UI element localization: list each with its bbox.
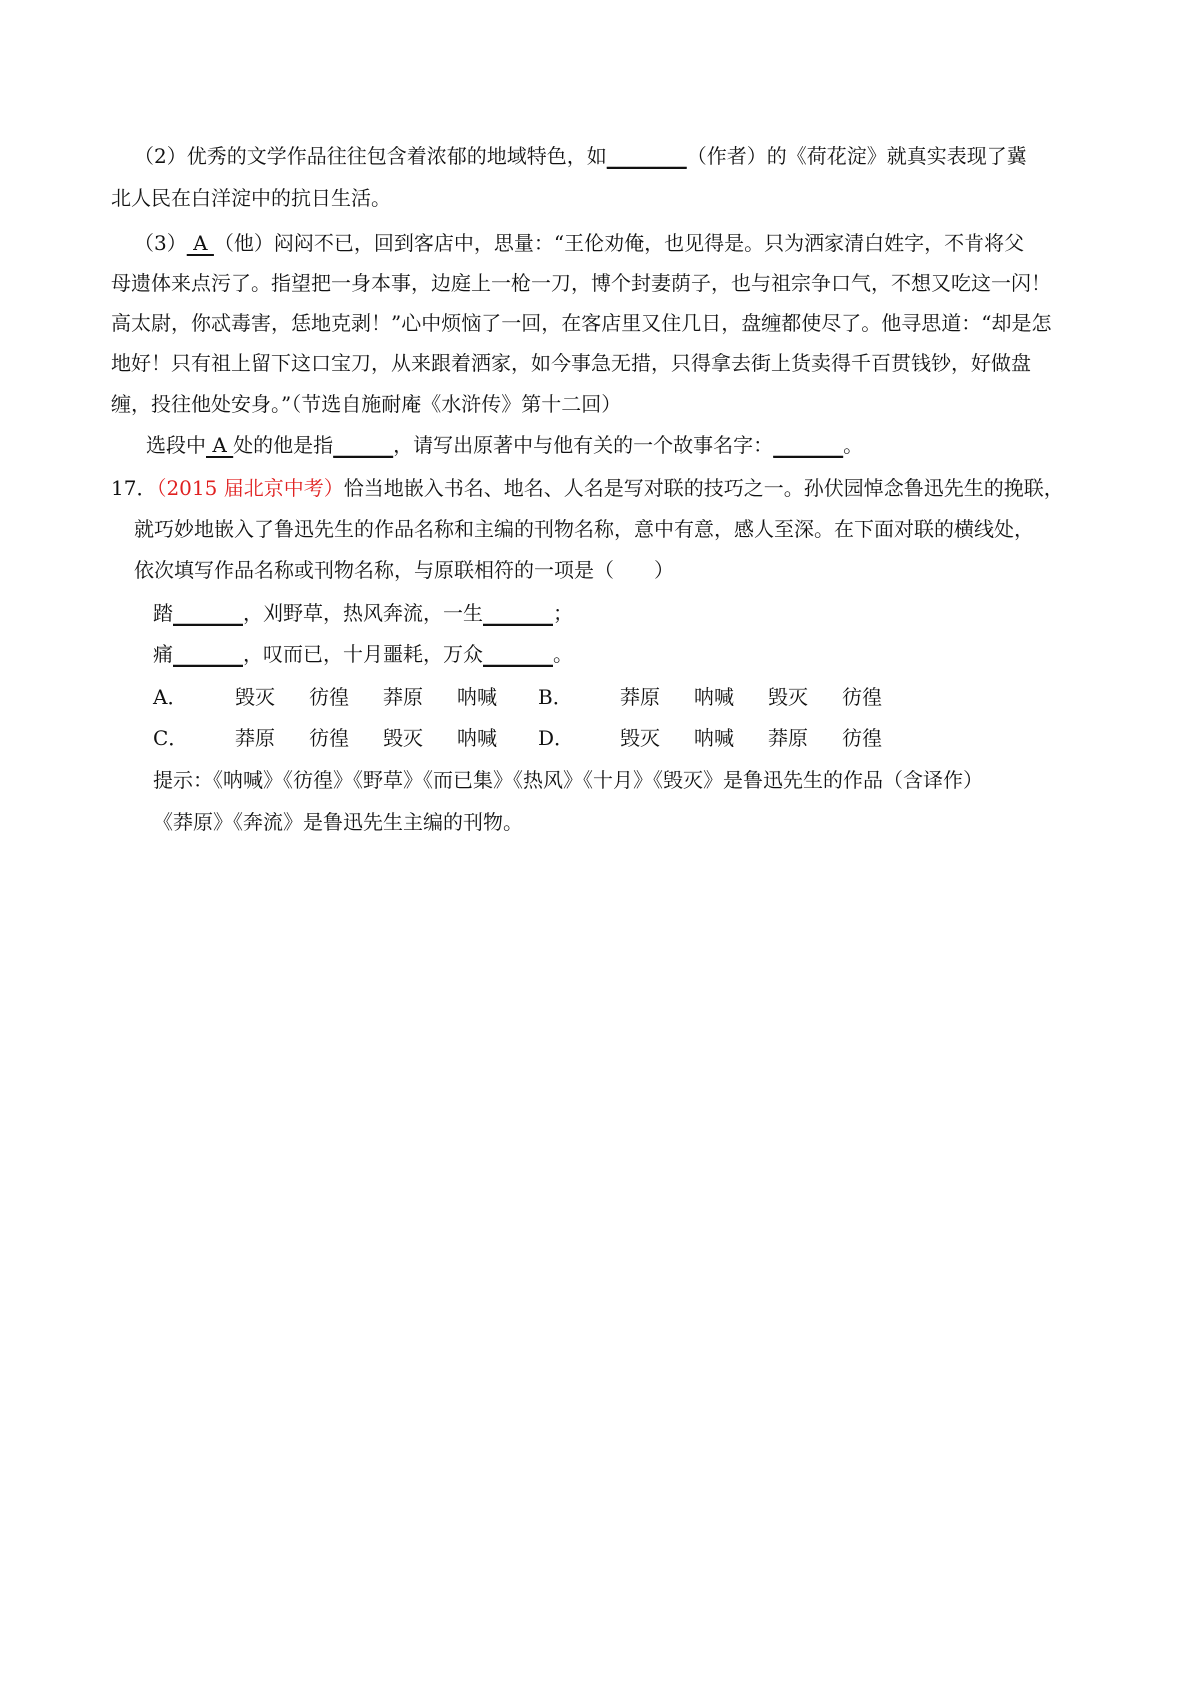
option-letter: A．: [153, 685, 188, 709]
option-word: 彷徨: [309, 685, 349, 709]
option-letter: D．: [538, 726, 575, 750]
q16-sub-blank2: _______: [773, 433, 844, 457]
couplet1-blank2: _______: [483, 601, 553, 625]
option-word: 莽原: [383, 685, 423, 709]
couplet2-b: ，叹而已，十月噩耗，万众: [243, 642, 483, 666]
option-word: 呐喊: [694, 685, 734, 709]
q16-part2-blank: ________: [606, 144, 687, 168]
q16-subquestion: [146, 432, 863, 458]
option-word: 彷徨: [309, 726, 349, 750]
couplet2-blank1: _______: [173, 642, 243, 666]
q16-part2-text-b: （作者）的《荷花淀》就真实表现了冀: [686, 144, 1027, 168]
couplet1-b: ，刈野草，热风奔流，一生: [243, 601, 483, 625]
option-word: 呐喊: [457, 726, 497, 750]
option-word: 莽原: [768, 726, 808, 750]
q16-part3-line5: 缠，投往他处安身。”（节选自施耐庵《水浒传》第十二回）: [111, 392, 622, 416]
q17-text: 恰当地嵌入书名、地名、人名是写对联的技巧之一。孙伏园悼念鲁迅先生的挽联，: [343, 476, 1064, 500]
q17-line1: [111, 475, 1064, 501]
couplet1-a: 踏: [153, 601, 173, 625]
couplet-line-1: [153, 600, 573, 626]
couplet-line-2: [153, 641, 573, 667]
option-c: [153, 725, 531, 751]
q16-part2-line1: [134, 143, 1027, 169]
hint-line-1: 提示：《呐喊》《彷徨》《野草》《而已集》《热风》《十月》《毁灭》是鲁迅先生的作品（含译作）: [153, 768, 983, 792]
couplet2-c: 。: [553, 642, 573, 666]
hint-line-2: 《莽原》《奔流》是鲁迅先生主编的刊物。: [153, 810, 523, 834]
option-letter: B．: [538, 685, 573, 709]
option-a: [153, 684, 531, 710]
option-letter: C．: [153, 726, 189, 750]
q16-sub-mid2: ，请写出原著中与他有关的一个故事名字：: [393, 433, 774, 457]
q16-sub-marker: A: [206, 433, 234, 457]
q17-number: 17．: [111, 476, 157, 500]
q16-sub-blank1: ______: [333, 433, 394, 457]
couplet2-blank2: _______: [483, 642, 553, 666]
q17-line3: 依次填写作品名称或刊物名称，与原联相符的一项是（ ）: [134, 558, 674, 582]
option-word: 毁灭: [383, 726, 423, 750]
q16-sub-end: 。: [843, 433, 864, 457]
q16-part3-prefix: （3）: [134, 231, 187, 255]
q16-sub-prefix: 选段中: [146, 433, 206, 457]
option-word: 彷徨: [842, 685, 882, 709]
q16-part3-line4: 地好！只有祖上留下这口宝刀，从来跟着洒家，如今事急无措，只得拿去街上货卖得千百贯钱钞，好做盘: [111, 351, 1031, 375]
option-word: 毁灭: [768, 685, 808, 709]
option-word: 毁灭: [235, 685, 275, 709]
option-word: 呐喊: [457, 685, 497, 709]
q17-line2: 就巧妙地嵌入了鲁迅先生的作品名称和主编的刊物名称，意中有意，感人至深。在下面对联的横线处，: [134, 517, 1034, 541]
q16-part2-line2: 北人民在白洋淀中的抗日生活。: [111, 186, 391, 210]
option-word: 彷徨: [842, 726, 882, 750]
q16-part3-line1: [134, 230, 1024, 256]
option-d: [538, 725, 916, 751]
couplet1-c: ；: [553, 601, 573, 625]
option-b: [538, 684, 916, 710]
couplet1-blank1: _______: [173, 601, 243, 625]
q16-part3-marker: A: [186, 231, 214, 255]
option-word: 毁灭: [620, 726, 660, 750]
q16-sub-mid: 处的他是指: [233, 433, 334, 457]
q16-part3-line2: 母遗体来点污了。指望把一身本事，边庭上一枪一刀，博个封妻荫子，也与祖宗争口气，不想又吃这一闪！: [111, 271, 1051, 295]
q16-part2-text-a: （2）优秀的文学作品往往包含着浓郁的地域特色，如: [134, 144, 607, 168]
q17-source: （2015 届北京中考）: [156, 476, 344, 500]
q16-part3-line3: 高太尉，你忒毒害，恁地克剥！”心中烦恼了一回，在客店里又住几日，盘缠都使尽了。他寻思道：“却是怎: [111, 311, 1052, 335]
couplet2-a: 痛: [153, 642, 173, 666]
option-word: 莽原: [235, 726, 275, 750]
option-word: 莽原: [620, 685, 660, 709]
q16-part3-text: （他）闷闷不已，回到客店中，思量：“王伦劝俺，也见得是。只为洒家清白姓字，不肯将父: [213, 231, 1025, 255]
option-word: 呐喊: [694, 726, 734, 750]
